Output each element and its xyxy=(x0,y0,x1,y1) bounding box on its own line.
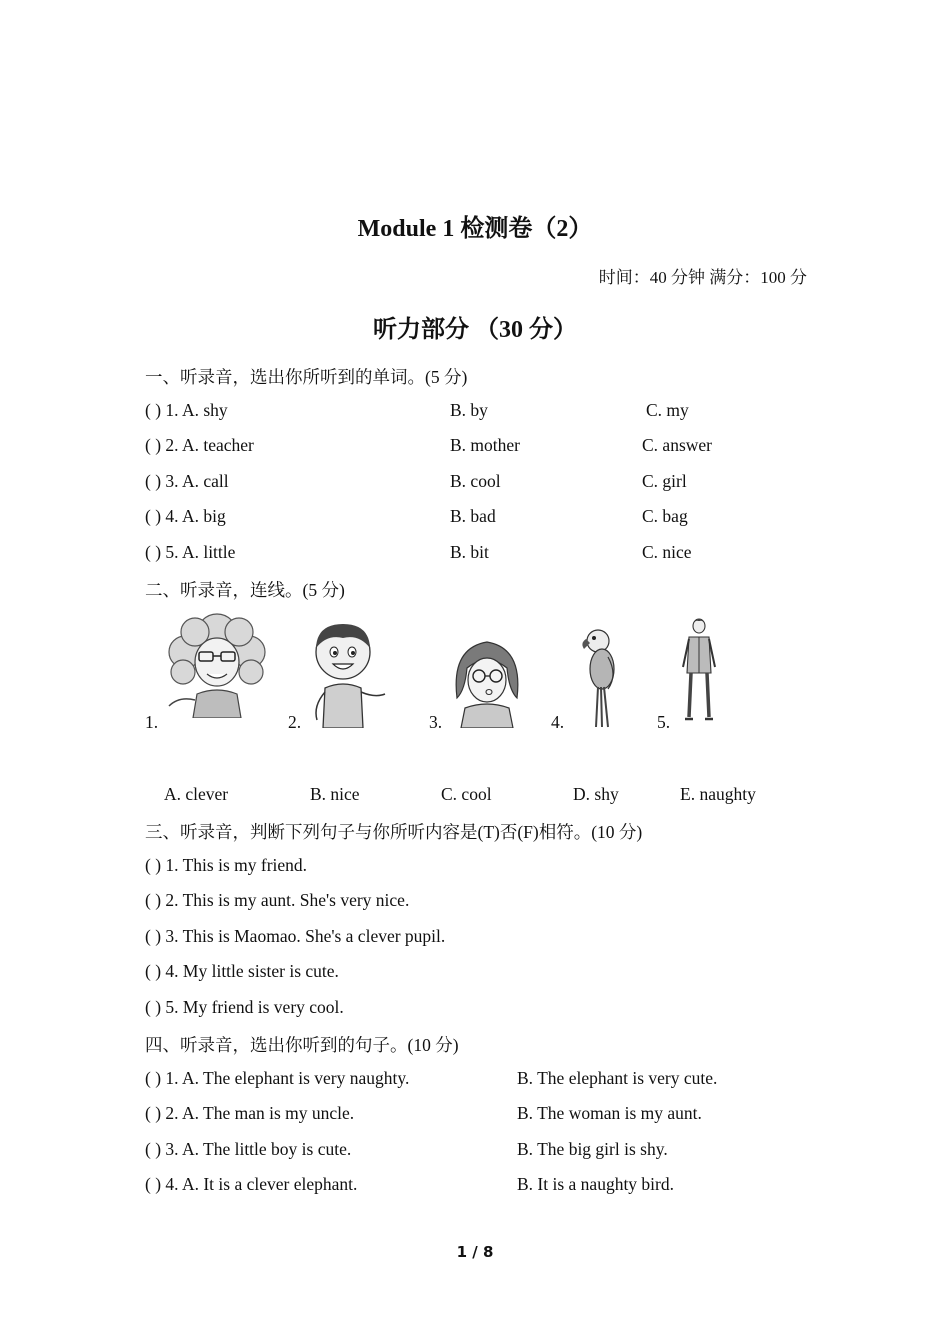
part4-q3-a: ( ) 3. A. The little boy is cute. xyxy=(145,1139,352,1159)
part1-q2-b: B. mother xyxy=(450,435,520,455)
part1-q4-c: C. bag xyxy=(642,506,688,526)
page-title: Module 1 检测卷（2） xyxy=(357,216,593,242)
part1-q2: ( ) 2. A. teacher xyxy=(145,435,254,455)
part4-q1-b: B. The elephant is very cute. xyxy=(517,1068,718,1088)
part1-q3-b: B. cool xyxy=(450,471,501,491)
part1-q5: ( ) 5. A. little xyxy=(145,542,236,562)
part1-q5-c: C. nice xyxy=(642,542,692,562)
part3-q4: ( ) 4. My little sister is cute. xyxy=(145,961,339,981)
part1-q5-b: B. bit xyxy=(450,542,489,562)
parrot-picture xyxy=(578,627,622,729)
part1-q3-c: C. girl xyxy=(642,471,687,491)
section-title: 听力部分 （30 分） xyxy=(373,317,577,343)
part3-heading: 三、听录音，判断下列句子与你所听内容是(T)否(F)相符。(10 分) xyxy=(145,822,643,842)
option-a: A. clever xyxy=(164,784,229,804)
picture-number-1: 1. xyxy=(145,712,159,732)
curly-haired-woman-picture xyxy=(165,612,269,718)
part4-q3-b: B. The big girl is shy. xyxy=(517,1139,668,1159)
part1-q4-b: B. bad xyxy=(450,506,496,526)
option-c: C. cool xyxy=(441,784,492,804)
part1-q4: ( ) 4. A. big xyxy=(145,506,226,526)
part3-q5: ( ) 5. My friend is very cool. xyxy=(145,997,344,1017)
part3-q2: ( ) 2. This is my aunt. She's very nice. xyxy=(145,890,410,910)
part4-q4-a: ( ) 4. A. It is a clever elephant. xyxy=(145,1174,358,1194)
cartoon-boy-picture xyxy=(303,622,389,728)
picture-number-5: 5. xyxy=(657,712,671,732)
part4-heading: 四、听录音，选出你听到的句子。(10 分) xyxy=(145,1035,459,1055)
part1-q1: ( ) 1. A. shy xyxy=(145,400,228,420)
girl-with-glasses-picture xyxy=(449,638,525,728)
option-b: B. nice xyxy=(310,784,360,804)
picture-number-4: 4. xyxy=(551,712,565,732)
page-number: 1 / 8 xyxy=(456,1243,494,1261)
part3-q1: ( ) 1. This is my friend. xyxy=(145,855,308,875)
part1-q2-c: C. answer xyxy=(642,435,712,455)
option-d: D. shy xyxy=(573,784,619,804)
part4-q4-b: B. It is a naughty bird. xyxy=(517,1174,674,1194)
part4-q2-b: B. The woman is my aunt. xyxy=(517,1103,702,1123)
option-e: E. naughty xyxy=(680,784,756,804)
picture-number-3: 3. xyxy=(429,712,443,732)
part1-q3: ( ) 3. A. call xyxy=(145,471,229,491)
tall-man-picture xyxy=(678,617,720,723)
exam-meta: 时间：40 分钟 满分：100 分 xyxy=(598,268,807,287)
part4-q1-a: ( ) 1. A. The elephant is very naughty. xyxy=(145,1068,410,1088)
part2-heading: 二、听录音，连线。(5 分) xyxy=(145,580,345,600)
part3-q3: ( ) 3. This is Maomao. She's a clever pupil. xyxy=(145,926,446,946)
picture-number-2: 2. xyxy=(288,712,302,732)
part1-q1-c: C. my xyxy=(646,400,689,420)
part4-q2-a: ( ) 2. A. The man is my uncle. xyxy=(145,1103,355,1123)
part1-q1-b: B. by xyxy=(450,400,488,420)
part1-heading: 一、听录音，选出你所听到的单词。(5 分) xyxy=(145,367,468,387)
